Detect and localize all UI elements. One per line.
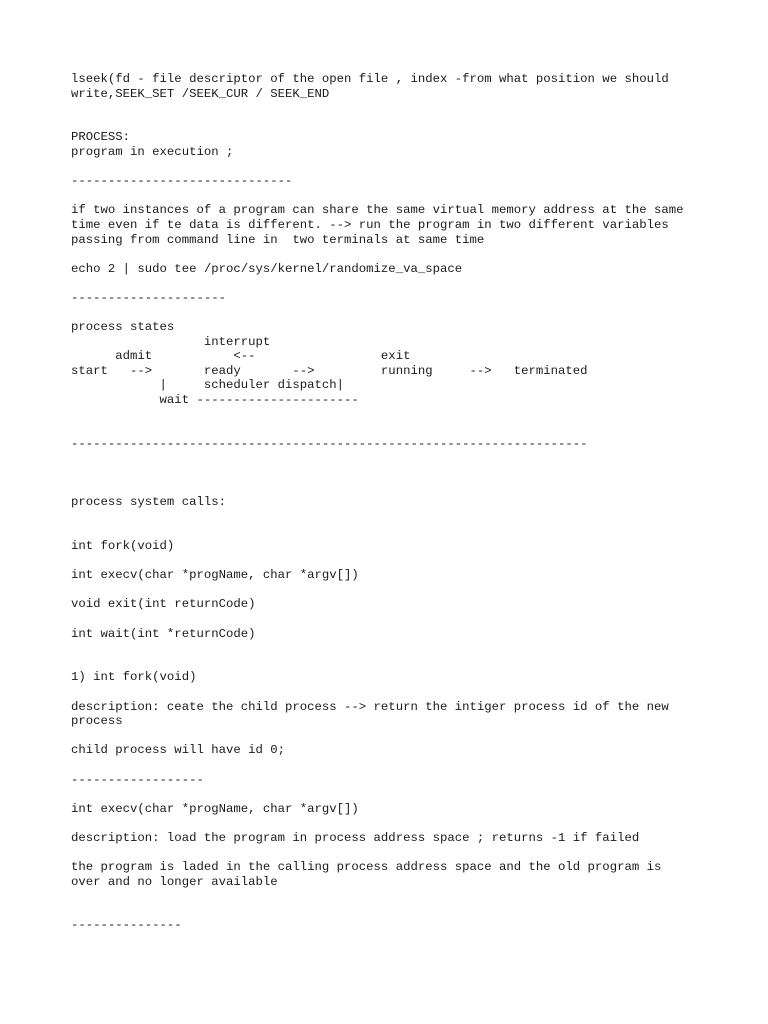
text-line: time even if te data is different. --> run the program in two different variables bbox=[71, 217, 669, 232]
diagram-line: | scheduler dispatch| bbox=[71, 378, 345, 393]
text-line: over and no longer available bbox=[71, 874, 278, 889]
code-line: int execv(char *progName, char *argv[]) bbox=[71, 568, 359, 583]
text-line bbox=[71, 160, 751, 175]
divider: --------------- bbox=[71, 918, 182, 933]
code-line: void exit(int returnCode) bbox=[71, 597, 256, 612]
text-line bbox=[71, 306, 751, 321]
text-line bbox=[71, 247, 751, 262]
section-heading: 1) int fork(void) bbox=[71, 670, 197, 685]
text-line: if two instances of a program can share the same virtual memory address at the same bbox=[71, 203, 684, 218]
diagram-line: interrupt bbox=[71, 334, 271, 349]
text-line: write,SEEK_SET /SEEK_CUR / SEEK_END bbox=[71, 86, 330, 101]
text-line bbox=[71, 641, 751, 656]
code-line: int wait(int *returnCode) bbox=[71, 626, 256, 641]
text-line bbox=[71, 656, 751, 671]
text-line: process bbox=[71, 714, 123, 729]
text-line: child process will have id 0; bbox=[71, 743, 286, 758]
text-line bbox=[71, 451, 751, 466]
text-line bbox=[71, 524, 751, 539]
text-line bbox=[71, 466, 751, 481]
text-line bbox=[71, 408, 751, 423]
diagram-line: wait ---------------------- bbox=[71, 393, 359, 408]
text-line bbox=[71, 189, 751, 204]
text-line bbox=[71, 729, 751, 744]
text-line bbox=[71, 101, 751, 116]
text-line bbox=[71, 758, 751, 773]
text-line bbox=[71, 554, 751, 569]
text-line: passing from command line in two terminals at same time bbox=[71, 232, 485, 247]
text-line: lseek(fd - file descriptor of the open file , index -from what position we should bbox=[71, 72, 669, 86]
code-line: int fork(void) bbox=[71, 539, 175, 553]
command-line: echo 2 | sudo tee /proc/sys/kernel/randomize_va_space bbox=[71, 261, 463, 276]
divider: ---------------------------------------------------------------------- bbox=[71, 436, 588, 451]
text-line: program in execution ; bbox=[71, 144, 234, 159]
text-line bbox=[71, 116, 751, 131]
document-page bbox=[71, 72, 751, 933]
text-line: description: load the program in process address space ; returns -1 if failed bbox=[71, 830, 640, 845]
section-heading: PROCESS: bbox=[71, 130, 131, 145]
text-line: description: ceate the child process --> return the intiger process id of the new bbox=[71, 699, 669, 714]
text-line bbox=[71, 787, 751, 802]
divider: ------------------ bbox=[71, 772, 204, 787]
text-line: the program is laded in the calling process address space and the old program is bbox=[71, 860, 662, 875]
text-line bbox=[71, 583, 751, 598]
text-line bbox=[71, 276, 751, 291]
text-line bbox=[71, 612, 751, 627]
text-line bbox=[71, 422, 751, 437]
text-line bbox=[71, 889, 751, 904]
text-line bbox=[71, 845, 751, 860]
text-line bbox=[71, 510, 751, 525]
text-line bbox=[71, 685, 751, 700]
diagram-line: admit <-- exit bbox=[71, 349, 411, 364]
diagram-line: start --> ready --> running --> terminated bbox=[71, 363, 588, 378]
section-heading: process system calls: bbox=[71, 495, 226, 510]
divider: ------------------------------ bbox=[71, 174, 293, 189]
section-heading: process states bbox=[71, 320, 175, 335]
code-line: int execv(char *progName, char *argv[]) bbox=[71, 801, 359, 816]
text-line bbox=[71, 816, 751, 831]
text-line bbox=[71, 904, 751, 919]
text-line bbox=[71, 481, 751, 496]
divider: --------------------- bbox=[71, 290, 226, 305]
